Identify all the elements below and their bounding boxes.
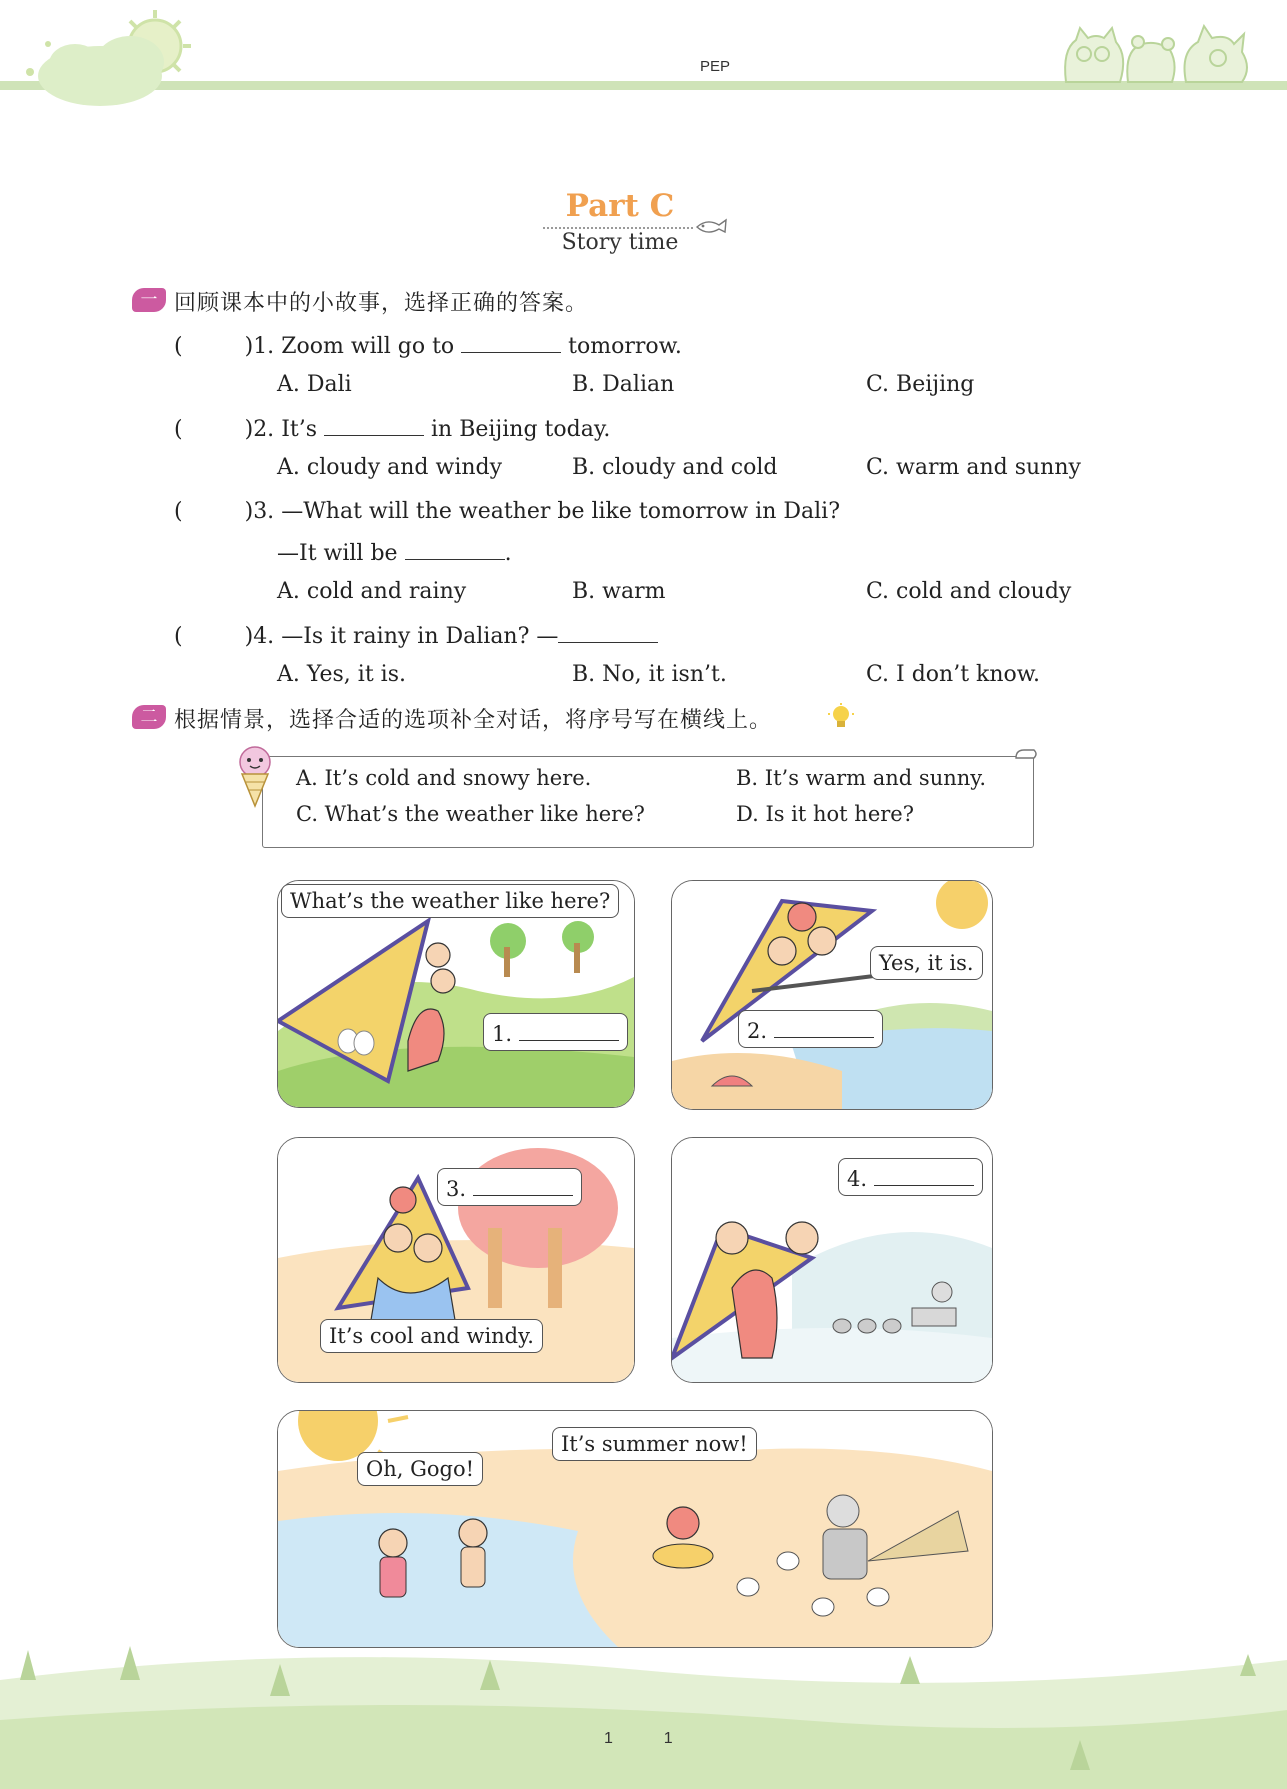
answer-paren-close: ) [244, 334, 254, 359]
option-a: A. cold and rainy [277, 579, 467, 604]
option-a: A. Dali [277, 372, 352, 397]
answer-paren-open: ( [174, 624, 183, 649]
option-b: B. warm [572, 579, 666, 604]
question-text: —It will be [277, 541, 398, 566]
beach-sunny-illustration [672, 881, 992, 1109]
answer-slot[interactable] [183, 621, 245, 643]
speech-bubble: What’s the weather like here? [281, 884, 619, 918]
section-badge: 二 [132, 705, 166, 729]
answer-blank[interactable] [874, 1163, 974, 1186]
answer-paren-open: ( [174, 334, 183, 359]
answer-bubble-1[interactable] [483, 1013, 628, 1051]
option-b: B. No, it isn’t. [572, 662, 727, 687]
question-3 [174, 496, 840, 524]
answer-bubble-4[interactable] [838, 1158, 983, 1196]
part-subtitle: Story time [561, 230, 679, 255]
blank-number: 4. [847, 1167, 868, 1191]
choice-c: C. What’s the weather like here? [296, 802, 645, 826]
option-c: C. Beijing [866, 372, 975, 397]
question-text-end: in Beijing today. [431, 417, 611, 442]
blank-number: 2. [747, 1019, 768, 1043]
option-a: A. cloudy and windy [277, 455, 503, 480]
speech-bubble: Yes, it is. [870, 946, 983, 980]
title-dotted-rule [543, 227, 693, 229]
question-blank[interactable] [405, 537, 505, 560]
question-number: 3. [253, 499, 275, 524]
choice-b: B. It’s warm and sunny. [736, 766, 987, 790]
cat-faces-icon [1058, 22, 1258, 86]
part-title: Part C [565, 188, 675, 224]
question-blank[interactable] [461, 330, 561, 353]
header-code: PEP [700, 58, 731, 75]
question-blank[interactable] [324, 413, 424, 436]
choice-a: A. It’s cold and snowy here. [296, 766, 592, 790]
lightbulb-icon [828, 703, 854, 731]
answer-slot[interactable] [183, 331, 245, 353]
question-number: 2. [253, 417, 275, 442]
answer-blank[interactable] [519, 1018, 619, 1041]
answer-blank[interactable] [774, 1015, 874, 1038]
option-b: B. Dalian [572, 372, 675, 397]
speech-bubble-left: Oh, Gogo! [357, 1452, 483, 1486]
question-4 [174, 620, 658, 649]
option-c: C. warm and sunny [866, 455, 1081, 480]
option-b: B. cloudy and cold [572, 455, 778, 480]
answer-slot[interactable] [183, 496, 245, 518]
comic-panel-2 [671, 880, 993, 1110]
answer-paren-close: ) [244, 499, 254, 524]
question-3-line-2 [277, 537, 512, 566]
speech-bubble: It’s cool and windy. [320, 1319, 543, 1353]
question-text-end: tomorrow. [568, 334, 682, 359]
question-blank[interactable] [558, 620, 658, 643]
section-instruction: 回顾课本中的小故事，选择正确的答案。 [174, 291, 589, 316]
choice-d: D. Is it hot here? [736, 802, 914, 826]
answer-blank[interactable] [473, 1173, 573, 1196]
answer-paren-open: ( [174, 499, 183, 524]
question-text: —Is it rainy in Dalian? — [281, 624, 559, 649]
answer-paren-open: ( [174, 417, 183, 442]
sun-cloud-icon [20, 4, 200, 114]
question-number: 1. [253, 334, 275, 359]
question-1 [174, 330, 682, 359]
footer-hills [0, 1620, 1287, 1789]
option-a: A. Yes, it is. [277, 662, 406, 687]
question-text: It’s [281, 417, 318, 442]
question-text: —What will the weather be like tomorrow in Dali? [281, 499, 841, 524]
question-text: Zoom will go to [281, 334, 455, 359]
blank-number: 1. [492, 1022, 513, 1046]
answer-bubble-2[interactable] [738, 1010, 883, 1048]
question-2 [174, 413, 610, 442]
question-number: 4. [253, 624, 275, 649]
page-number: 11 [604, 1730, 725, 1747]
blank-number: 3. [446, 1177, 467, 1201]
scroll-curl-icon [1014, 746, 1038, 766]
speech-bubble-right: It’s summer now! [552, 1427, 757, 1461]
icecream-icon [232, 744, 278, 808]
section-badge: 一 [132, 288, 166, 312]
section-instruction: 根据情景，选择合适的选项补全对话，将序号写在横线上。 [174, 708, 773, 733]
question-text-end: . [504, 541, 512, 566]
option-c: C. I don’t know. [866, 662, 1041, 687]
answer-paren-close: ) [244, 624, 254, 649]
answer-paren-close: ) [244, 417, 254, 442]
answer-slot[interactable] [183, 414, 245, 436]
answer-bubble-3[interactable] [437, 1168, 582, 1206]
option-c: C. cold and cloudy [866, 579, 1072, 604]
